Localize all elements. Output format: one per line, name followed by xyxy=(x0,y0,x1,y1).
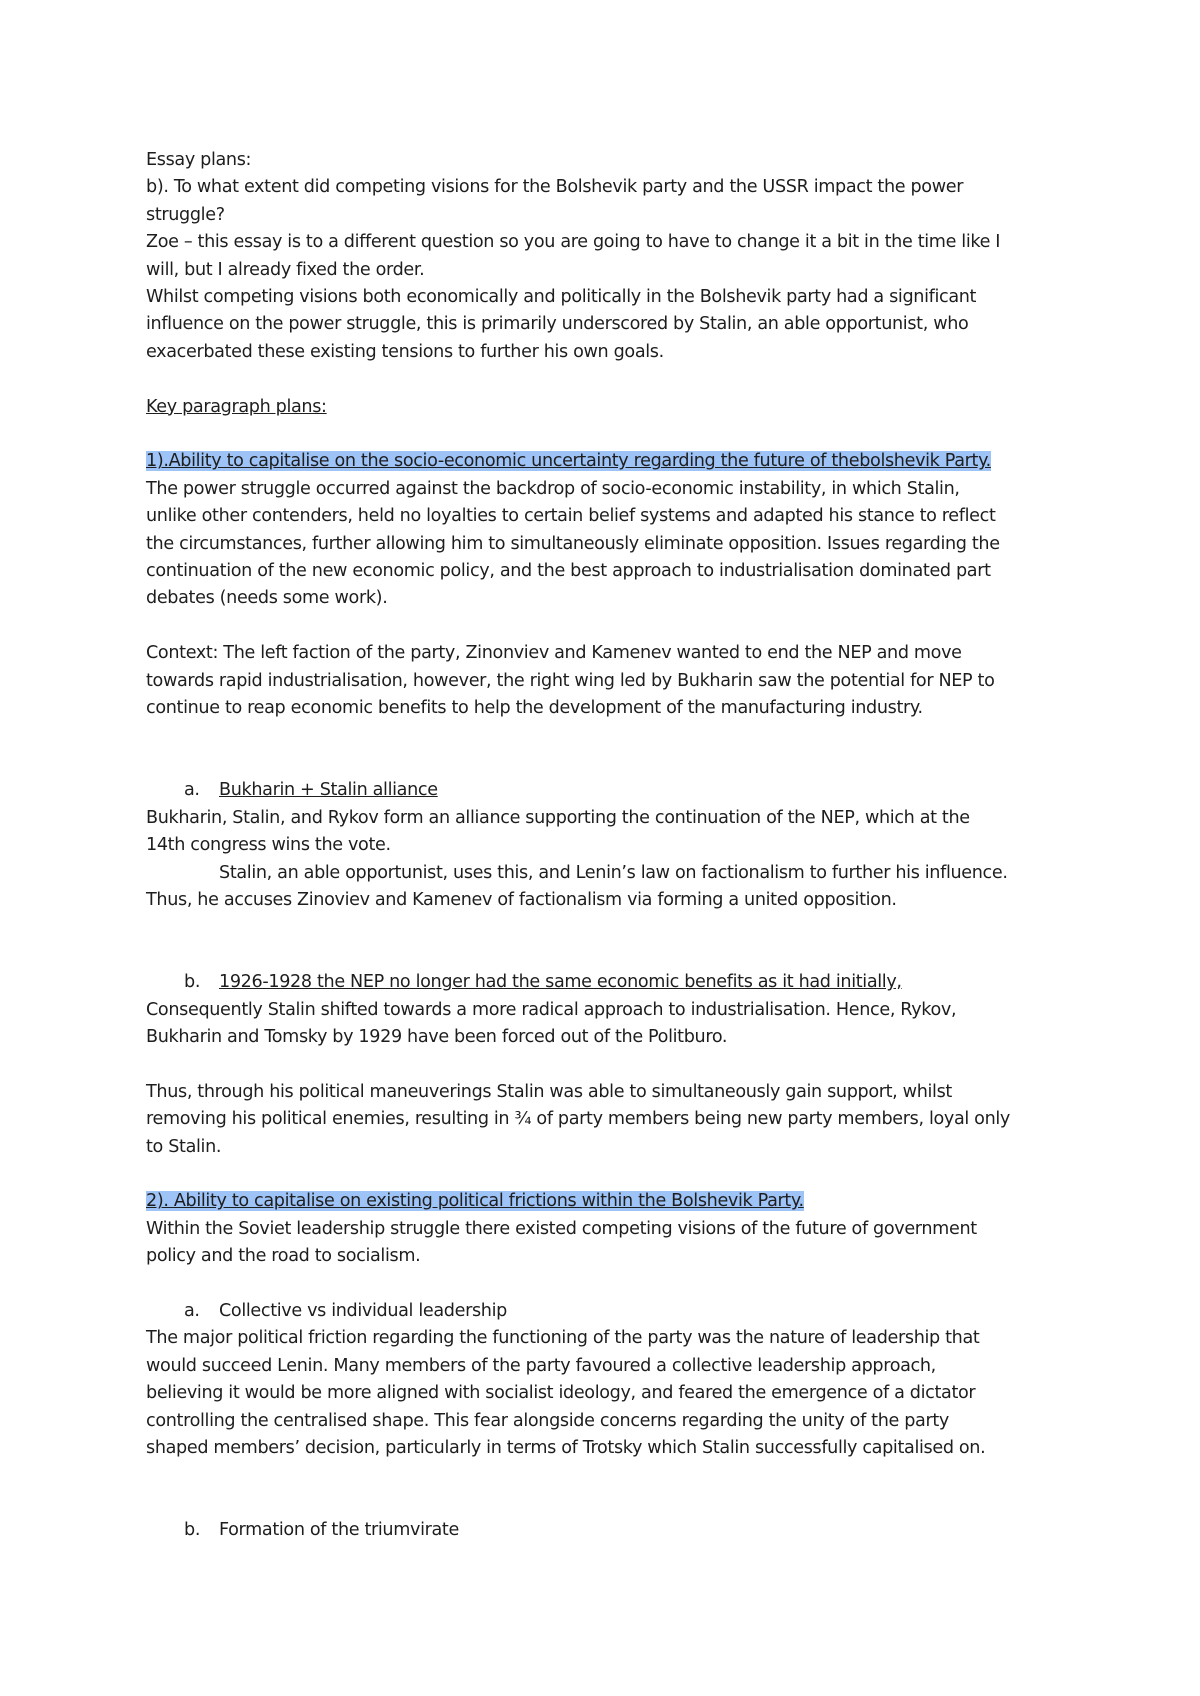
p1a-line: Thus, he accuses Zinoviev and Kamenev of factionalism via forming a united opposition. xyxy=(146,889,897,910)
question-line: struggle? xyxy=(146,204,225,225)
p1a-line: 14th congress wins the vote. xyxy=(146,835,391,856)
p1a-line: Bukharin, Stalin, and Rykov form an alliance supporting the continuation of the NEP, which at the xyxy=(146,807,970,828)
p1-line: The power struggle occurred against the backdrop of socio-economic instability, in which Stalin, xyxy=(146,478,960,499)
sub-heading-1a: a. Bukharin + Stalin alliance xyxy=(184,780,438,801)
spacer xyxy=(146,914,1076,969)
spacer xyxy=(146,421,1076,448)
p1-line: debates (needs some work). xyxy=(146,588,388,609)
sub-heading-2a: a. Collective vs individual leadership xyxy=(184,1300,507,1321)
p2a-line: controlling the centralised shape. This fear alongside concerns regarding the unity of the party xyxy=(146,1410,949,1431)
p1-conclusion-line: Thus, through his political maneuverings Stalin was able to simultaneously gain support, whilst xyxy=(146,1081,952,1102)
context-line: towards rapid industrialisation, however, the right wing led by Bukharin saw the potential for NEP to xyxy=(146,670,995,691)
p1-conclusion-line: removing his political enemies, resulting in ¾ of party members being new party members, loyal only xyxy=(146,1109,1010,1130)
p1-line: the circumstances, further allowing him to simultaneously eliminate opposition. Issues regarding the xyxy=(146,533,1000,554)
spacer xyxy=(146,366,1076,393)
document-body xyxy=(146,147,1076,1545)
note-line: Zoe – this essay is to a different question so you are going to have to change it a bit in the time like I xyxy=(146,232,1001,253)
thesis-line: Whilst competing visions both economically and politically in the Bolshevik party had a significant xyxy=(146,287,977,308)
spacer xyxy=(146,613,1076,640)
p1-conclusion-line: to Stalin. xyxy=(146,1136,222,1157)
p2-line: policy and the road to socialism. xyxy=(146,1246,421,1267)
doc-title: Essay plans: xyxy=(146,150,252,170)
spacer xyxy=(146,1161,1076,1188)
p2a-line: believing it would be more aligned with socialist ideology, and feared the emergence of a dictator xyxy=(146,1383,976,1404)
p1a-indent-line: Stalin, an able opportunist, uses this, and Lenin’s law on factionalism to further his influence. xyxy=(219,862,1008,883)
p1-line: continuation of the new economic policy, and the best approach to industrialisation dominated part xyxy=(146,561,991,582)
p1b-line: Consequently Stalin shifted towards a more radical approach to industrialisation. Hence, Rykov, xyxy=(146,999,957,1020)
sub-heading-2b: b. Formation of the triumvirate xyxy=(184,1520,459,1541)
paragraph-2-heading: 2). Ability to capitalise on existing political frictions within the Bolshevik Party. xyxy=(146,1191,804,1212)
paragraph-1-heading: 1).Ability to capitalise on the socio-economic uncertainty regarding the future of thebolshevik Party. xyxy=(146,451,991,472)
thesis-line: influence on the power struggle, this is primarily underscored by Stalin, an able opportunist, who xyxy=(146,314,969,335)
p2a-line: shaped members’ decision, particularly in terms of Trotsky which Stalin successfully capitalised on. xyxy=(146,1437,986,1458)
p2a-line: The major political friction regarding the functioning of the party was the nature of leadership that xyxy=(146,1328,980,1349)
key-heading: Key paragraph plans: xyxy=(146,396,327,417)
sub-heading-1b: b. 1926-1928 the NEP no longer had the same economic benefits as it had initially, xyxy=(184,972,902,993)
p1-line: unlike other contenders, held no loyalties to certain belief systems and adapted his stance to reflect xyxy=(146,506,996,527)
thesis-line: exacerbated these existing tensions to further his own goals. xyxy=(146,341,664,362)
p1b-line: Bukharin and Tomsky by 1929 have been forced out of the Politburo. xyxy=(146,1026,728,1047)
spacer xyxy=(146,722,1076,777)
spacer xyxy=(146,1271,1076,1298)
context-line: Context: The left faction of the party, Zinonviev and Kamenev wanted to end the NEP and move xyxy=(146,643,962,664)
note-line: will, but I already fixed the order. xyxy=(146,259,425,280)
spacer xyxy=(146,1051,1076,1078)
p2-line: Within the Soviet leadership struggle there existed competing visions of the future of government xyxy=(146,1218,977,1239)
p2a-line: would succeed Lenin. Many members of the party favoured a collective leadership approach, xyxy=(146,1355,936,1376)
context-line: continue to reap economic benefits to help the development of the manufacturing industry. xyxy=(146,698,923,719)
question-line: b). To what extent did competing visions for the Bolshevik party and the USSR impact the power xyxy=(146,177,964,198)
spacer xyxy=(146,1462,1076,1517)
